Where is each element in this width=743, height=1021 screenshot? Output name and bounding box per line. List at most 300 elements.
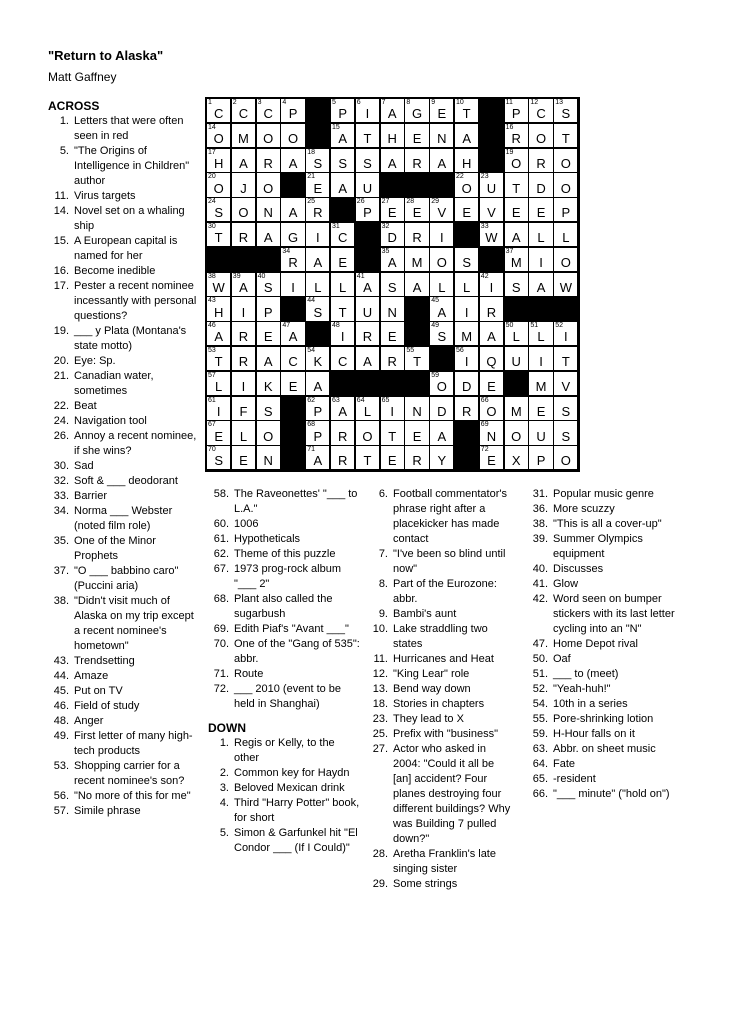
grid-cell [553, 148, 578, 173]
cell-letter: A [536, 279, 546, 295]
clue-text: Prefix with "business" [393, 728, 499, 740]
cell-letter: A [239, 279, 248, 295]
clue-number: 71. [213, 668, 229, 680]
cell-letter: A [462, 131, 471, 147]
clue-text: "King Lear" role [393, 668, 470, 680]
grid-cell [330, 222, 355, 247]
clue [48, 279, 198, 324]
grid-cell [454, 346, 479, 371]
clue-number: 68. [213, 593, 229, 605]
cell-number: 49 [431, 322, 439, 330]
cell-letter: I [365, 106, 370, 122]
cell-letter: S [313, 304, 323, 320]
grid-cell [330, 296, 355, 321]
cell-letter: E [214, 428, 223, 444]
cell-number: 2 [232, 99, 237, 106]
clue-number: 24. [53, 415, 69, 427]
black-square [305, 98, 330, 123]
cell-number: 63 [332, 396, 340, 404]
clue-text: "O ___ babbino caro" (Puccini aria) [74, 565, 179, 592]
grid-cell [206, 197, 231, 222]
grid-cell [280, 346, 305, 371]
clue [527, 772, 677, 787]
grid-cell [330, 98, 355, 123]
clue-text: Simile phrase [74, 805, 141, 817]
clue-text: ___ to (meet) [553, 668, 619, 680]
cell-number: 55 [406, 347, 415, 354]
clue-text: "Didn't visit much of Alaska on my trip except a recent nominee's hometown" [74, 595, 194, 652]
grid-cell [528, 445, 553, 470]
cell-letter: A [338, 180, 347, 196]
grid-cell [380, 247, 405, 272]
cell-letter: E [487, 379, 496, 395]
clue-text: Part of the Eurozone: abbr. [393, 578, 497, 605]
clue-text: Shopping carrier for a recent nominee's son? [74, 760, 185, 787]
cell-letter: E [462, 205, 471, 221]
clue [48, 114, 198, 144]
grid-cell [404, 197, 429, 222]
cell-letter: V [437, 205, 447, 221]
clue-number: 30. [53, 460, 69, 472]
grid-cell [553, 197, 578, 222]
clue-number: 17. [53, 280, 69, 292]
clue-text: Pester a recent nominee incessantly with personal questions? [74, 280, 197, 322]
clue [208, 592, 360, 622]
cell-letter: O [560, 255, 571, 271]
grid-cell [256, 396, 281, 421]
clue [48, 474, 198, 489]
black-square [280, 296, 305, 321]
cell-letter: M [411, 255, 423, 271]
black-square [330, 371, 355, 396]
cell-letter: W [559, 279, 572, 295]
clue-text: Route [234, 668, 264, 680]
clue-number: 58. [213, 488, 229, 500]
grid-cell [206, 321, 231, 346]
grid-cell [553, 222, 578, 247]
cell-number: 21 [307, 173, 315, 181]
grid-cell [305, 296, 330, 321]
grid-cell [330, 321, 355, 346]
cell-letter: H [461, 155, 472, 171]
clue-number: 50. [532, 653, 548, 665]
grid-cell [504, 148, 529, 173]
clue-number: 5. [219, 827, 229, 839]
grid-cell [429, 222, 454, 247]
cell-number: 48 [332, 322, 340, 330]
clue [208, 532, 360, 547]
grid-cell [404, 123, 429, 148]
grid-cell [404, 222, 429, 247]
grid-cell [479, 296, 504, 321]
grid-cell [454, 371, 479, 396]
puzzle-title: "Return to Alaska" [48, 48, 164, 63]
cell-number: 44 [307, 297, 315, 305]
black-square [280, 445, 305, 470]
grid-cell [504, 272, 529, 297]
black-square [305, 321, 330, 346]
clue [48, 594, 198, 654]
cell-letter: P [263, 304, 273, 320]
grid-cell [479, 172, 504, 197]
cell-letter: L [314, 279, 322, 295]
cell-number: 66 [480, 396, 489, 404]
clue-text: H-Hour falls on it [553, 728, 635, 740]
grid-cell [305, 172, 330, 197]
grid-cell [256, 296, 281, 321]
cell-letter: L [438, 279, 446, 295]
grid-cell [528, 420, 553, 445]
cell-letter: A [288, 329, 298, 345]
cell-number: 23 [480, 173, 489, 181]
clue [48, 534, 198, 564]
grid-cell [330, 148, 355, 173]
clue [527, 712, 677, 727]
cell-number: 16 [505, 123, 514, 131]
clue-number: 27. [372, 743, 388, 755]
clue-text: "The Origins of Intelligence in Children" author [74, 145, 190, 187]
black-square [429, 346, 454, 371]
grid-cell [206, 222, 231, 247]
clue-number: 25. [372, 728, 388, 740]
clue [367, 712, 512, 727]
grid-cell [479, 396, 504, 421]
cell-letter: E [412, 428, 422, 444]
grid-cell [330, 396, 355, 421]
grid-cell [479, 197, 504, 222]
cell-number: 41 [356, 272, 365, 280]
grid-cell [454, 197, 479, 222]
cell-letter: F [239, 403, 248, 419]
cell-letter: U [486, 180, 497, 196]
grid-cell [404, 445, 429, 470]
clue [527, 667, 677, 682]
grid-cell [454, 396, 479, 421]
black-square [280, 396, 305, 421]
clue [367, 607, 512, 622]
cell-letter: I [564, 329, 568, 345]
cell-letter: I [241, 304, 246, 320]
cell-letter: T [388, 428, 397, 444]
cell-letter: G [287, 230, 299, 246]
cell-letter: E [536, 403, 546, 419]
cell-number: 10 [456, 99, 464, 106]
cell-letter: A [437, 304, 447, 320]
cell-number: 38 [208, 272, 216, 280]
grid-cell [231, 420, 256, 445]
cell-number: 71 [307, 446, 315, 454]
clue-text: Oaf [553, 653, 571, 665]
grid-cell [553, 247, 578, 272]
grid-cell [504, 420, 529, 445]
cell-letter: D [461, 379, 472, 395]
clue-number: 56. [53, 790, 69, 802]
clue-text: Bambi's aunt [393, 608, 457, 620]
grid-cell [429, 445, 454, 470]
clue [48, 804, 198, 819]
clue-text: Stories in chapters [393, 698, 485, 710]
clue [527, 502, 677, 517]
grid-cell [404, 148, 429, 173]
grid-cell [504, 247, 529, 272]
cell-letter: A [313, 453, 323, 469]
black-square [454, 420, 479, 445]
cell-letter: A [437, 155, 447, 171]
cell-letter: V [487, 205, 496, 221]
grid-cell [305, 346, 330, 371]
cell-letter: E [412, 205, 422, 221]
cell-letter: A [313, 379, 323, 395]
clue [527, 517, 677, 532]
grid-cell [330, 272, 355, 297]
clue-number: 63. [532, 743, 548, 755]
cell-letter: A [288, 205, 298, 221]
cell-letter: R [238, 354, 249, 370]
clue-text: One of the Minor Prophets [74, 535, 156, 562]
grid-cell [206, 123, 231, 148]
cell-letter: S [338, 155, 347, 171]
cell-number: 32 [381, 223, 390, 230]
clue-text: First letter of many high-tech products [74, 730, 193, 757]
clue-text: Soft & ___ deodorant [74, 475, 178, 487]
clue-text: ___ 2010 (event to be held in Shanghai) [234, 683, 342, 710]
grid-cell [404, 247, 429, 272]
clue-number: 13. [372, 683, 388, 695]
black-square [404, 296, 429, 321]
cell-letter: L [215, 379, 223, 395]
grid-cell [305, 396, 330, 421]
clue-text: Lake straddling two states [393, 623, 488, 650]
cell-number: 54 [307, 347, 315, 354]
clue-number: 61. [213, 533, 229, 545]
cell-letter: P [338, 106, 347, 122]
cell-letter: A [338, 403, 347, 419]
grid-cell [454, 321, 479, 346]
clue-number: 66. [532, 788, 548, 800]
cell-letter: N [263, 453, 273, 469]
clue-text: Home Depot rival [553, 638, 638, 650]
grid-cell [256, 445, 281, 470]
black-square [355, 247, 380, 272]
grid-cell [231, 123, 256, 148]
cell-letter: T [363, 131, 372, 147]
cell-letter: I [464, 304, 469, 320]
cell-letter: E [288, 379, 298, 395]
clue [48, 354, 198, 369]
grid-cell [280, 98, 305, 123]
grid-cell [479, 321, 504, 346]
clue-number: 12. [372, 668, 388, 680]
cell-letter: I [539, 255, 543, 271]
clue-text: The Raveonettes' "___ to L.A." [234, 488, 358, 515]
grid-cell [504, 98, 529, 123]
cell-letter: S [437, 329, 447, 345]
grid-cell [231, 321, 256, 346]
black-square [429, 172, 454, 197]
clue-number: 38. [532, 518, 548, 530]
clue-text: Beloved Mexican drink [234, 782, 345, 794]
cell-letter: O [287, 131, 299, 147]
clue-text: Sad [74, 460, 94, 472]
clue [48, 264, 198, 279]
grid-cell [355, 420, 380, 445]
clue-text: Eye: Sp. [74, 355, 116, 367]
grid-cell [231, 396, 256, 421]
cell-number: 28 [406, 198, 415, 206]
grid-cell [355, 321, 380, 346]
cell-letter: H [387, 131, 397, 147]
black-square [355, 222, 380, 247]
clue-number: 41. [532, 578, 548, 590]
clue-number: 29. [372, 878, 388, 890]
grid-cell [528, 148, 553, 173]
grid-cell [280, 197, 305, 222]
clue-number: 18. [372, 698, 388, 710]
grid-cell [528, 396, 553, 421]
cell-letter: A [363, 354, 372, 370]
clue-number: 3. [219, 782, 229, 794]
cell-letter: I [539, 354, 543, 370]
cell-letter: T [413, 354, 422, 370]
clue-text: Norma ___ Webster (noted film role) [74, 505, 173, 532]
grid-cell [231, 296, 256, 321]
grid-cell [231, 172, 256, 197]
clue-text: Discusses [553, 563, 604, 575]
clue [367, 577, 512, 607]
cell-letter: L [339, 279, 347, 295]
cell-letter: I [489, 279, 494, 295]
grid-cell [256, 371, 281, 396]
cell-letter: L [239, 428, 248, 444]
clue [48, 684, 198, 699]
cell-letter: E [511, 205, 521, 221]
clue-text: Hurricanes and Heat [393, 653, 494, 665]
cell-number: 30 [208, 223, 216, 230]
cell-letter: L [537, 230, 545, 246]
clue-number: 46. [53, 700, 69, 712]
cell-letter: I [390, 403, 395, 419]
grid-cell [504, 321, 529, 346]
cell-number: 29 [431, 198, 439, 206]
cell-letter: E [263, 329, 273, 345]
clue-number: 16. [53, 265, 69, 277]
cell-letter: O [238, 205, 249, 221]
cell-letter: O [213, 180, 224, 196]
clue-text: More scuzzy [553, 503, 615, 515]
grid-cell [553, 123, 578, 148]
clue-number: 42. [532, 593, 548, 605]
clue-text: 1006 [234, 518, 259, 530]
clue [367, 847, 512, 877]
grid-cell [206, 272, 231, 297]
clue [208, 682, 360, 712]
cell-letter: M [238, 131, 249, 147]
cell-letter: E [387, 329, 397, 345]
cell-letter: T [462, 106, 471, 122]
clue-number: 47. [532, 638, 548, 650]
clue-number: 59. [532, 728, 548, 740]
clue-number: 38. [53, 595, 69, 607]
grid-cell [206, 346, 231, 371]
clue-number: 65. [532, 773, 548, 785]
clue-number: 1. [59, 115, 69, 127]
clue [48, 699, 198, 714]
grid-cell [504, 123, 529, 148]
clue-text: Some strings [393, 878, 458, 890]
cell-letter: E [412, 131, 422, 147]
clue [527, 742, 677, 757]
clue [208, 622, 360, 637]
cell-letter: C [337, 230, 348, 246]
clue-text: Word seen on bumper stickers with its last letter cycling into an "N" [553, 593, 675, 635]
grid-cell [280, 148, 305, 173]
cell-letter: I [216, 403, 221, 419]
grid-cell [330, 247, 355, 272]
cell-number: 19 [505, 148, 514, 156]
black-square [305, 123, 330, 148]
grid-cell [305, 197, 330, 222]
across-clue-list [48, 114, 198, 819]
grid-cell [454, 123, 479, 148]
cell-letter: T [214, 230, 223, 246]
cell-letter: R [387, 354, 397, 370]
cell-letter: H [213, 155, 224, 171]
cell-number: 3 [257, 99, 262, 106]
grid-cell [305, 445, 330, 470]
clue [527, 787, 677, 802]
grid-cell [256, 321, 281, 346]
clue [367, 742, 512, 847]
cell-letter: T [338, 304, 347, 320]
grid-cell [454, 148, 479, 173]
clue-number: 37. [53, 565, 69, 577]
clue-number: 43. [53, 655, 69, 667]
clue [48, 399, 198, 414]
clue-number: 54. [532, 698, 548, 710]
cell-letter: O [213, 131, 224, 147]
down-clue-list-2 [367, 487, 512, 892]
grid-cell [429, 371, 454, 396]
grid-cell [330, 445, 355, 470]
cell-letter: L [562, 230, 570, 246]
cell-letter: C [337, 354, 348, 370]
cell-letter: O [263, 180, 274, 196]
grid-cell [429, 396, 454, 421]
grid-cell [355, 445, 380, 470]
clue-number: 62. [213, 548, 229, 560]
cell-letter: U [511, 354, 521, 370]
grid-cell [404, 396, 429, 421]
cell-letter: S [363, 155, 372, 171]
clue [367, 487, 512, 547]
cell-number: 64 [356, 396, 365, 404]
grid-cell [528, 321, 553, 346]
clue-number: 26. [53, 430, 69, 442]
cell-letter: R [288, 255, 298, 271]
cell-letter: R [412, 155, 422, 171]
cell-letter: A [239, 155, 248, 171]
clue-text: Bend way down [393, 683, 471, 695]
grid-cell [553, 172, 578, 197]
grid-cell [429, 296, 454, 321]
cell-letter: N [437, 131, 447, 147]
cell-letter: X [511, 453, 521, 469]
cell-letter: S [214, 205, 223, 221]
cell-letter: O [560, 453, 571, 469]
grid-cell [206, 148, 231, 173]
grid-cell [528, 172, 553, 197]
grid-cell [429, 272, 454, 297]
